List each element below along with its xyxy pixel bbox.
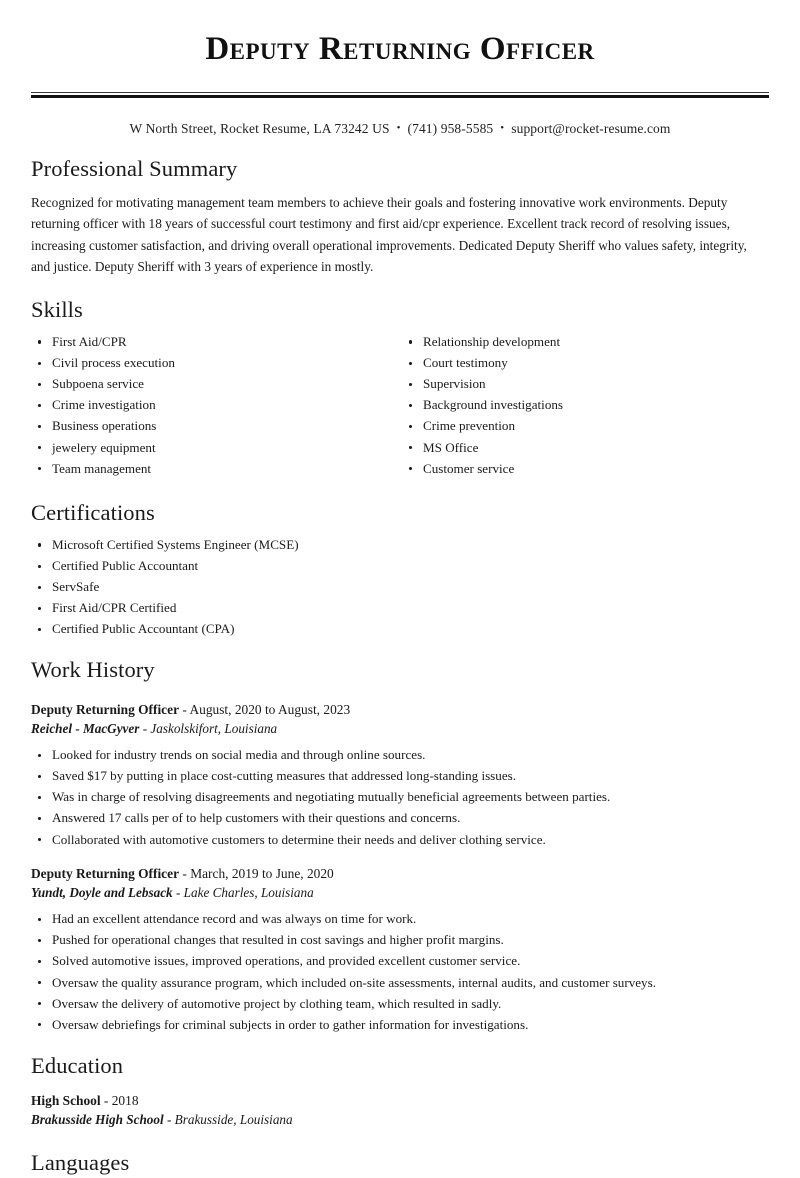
- job-location: Lake Charles, Louisiana: [183, 884, 314, 900]
- list-item: Certified Public Accountant (CPA): [31, 620, 769, 638]
- section-languages: [31, 1149, 769, 1177]
- section-heading-languages: Languages: [31, 1150, 130, 1176]
- list-item: Crime investigation: [31, 396, 400, 414]
- list-item: jewelery equipment: [31, 439, 400, 457]
- list-item: Oversaw the quality assurance program, which included on-site assessments, internal audits, and customer surveys.: [31, 974, 769, 992]
- list-item: Business operations: [31, 417, 400, 435]
- list-item: First Aid/CPR Certified: [31, 599, 769, 617]
- list-item: First Aid/CPR: [31, 333, 400, 351]
- list-item: Saved $17 by putting in place cost-cutting measures that addressed long-standing issues.: [31, 767, 769, 785]
- job-company: Reichel - MacGyver: [31, 720, 140, 736]
- job-title: Deputy Returning Officer: [31, 701, 180, 717]
- education-year: 2018: [111, 1092, 139, 1108]
- education-separator: -: [100, 1092, 112, 1108]
- list-item: Was in charge of resolving disagreements and negotiating mutually beneficial agreements between parties.: [31, 788, 769, 806]
- list-item: Had an excellent attendance record and was always on time for work.: [31, 910, 769, 928]
- section-professional-summary: [31, 155, 769, 278]
- list-item: Supervision: [402, 375, 769, 393]
- job-company-line: [31, 719, 769, 738]
- section-heading-summary: Professional Summary: [31, 155, 238, 181]
- job-dates: August, 2020 to August, 2023: [189, 701, 351, 717]
- skills-list-left: [31, 333, 400, 478]
- education-separator: -: [163, 1112, 175, 1128]
- job-title: Deputy Returning Officer: [31, 865, 180, 881]
- list-item: Collaborated with automotive customers to determine their needs and deliver clothing service.: [31, 831, 769, 849]
- contact-line: [31, 121, 769, 137]
- list-item: Subpoena service: [31, 375, 400, 393]
- education-degree-line: [31, 1091, 769, 1110]
- list-item: Certified Public Accountant: [31, 557, 769, 575]
- list-item: Oversaw debriefings for criminal subjects in order to gather information for investigations.: [31, 1016, 769, 1034]
- certifications-list: [31, 536, 769, 638]
- list-item: MS Office: [402, 439, 769, 457]
- contact-phone: (741) 958-5585: [407, 120, 494, 136]
- education-location: Brakusside, Louisiana: [174, 1112, 293, 1128]
- job-bullets: [31, 910, 769, 1034]
- section-skills: [31, 296, 769, 481]
- contact-email: support@rocket-resume.com: [511, 120, 671, 136]
- section-heading-skills: Skills: [31, 296, 83, 322]
- skills-column-left: [31, 330, 400, 481]
- list-item: Relationship development: [402, 333, 769, 351]
- divider-rule-thick: [31, 95, 769, 98]
- list-item: ServSafe: [31, 578, 769, 596]
- list-item: Solved automotive issues, improved operations, and provided excellent customer service.: [31, 952, 769, 970]
- education-school: Brakusside High School: [31, 1112, 164, 1128]
- work-history-entry: [31, 700, 769, 849]
- job-company: Yundt, Doyle and Lebsack: [31, 884, 173, 900]
- job-header-line: [31, 864, 769, 883]
- list-item: Civil process execution: [31, 354, 400, 372]
- section-heading-certifications: Certifications: [31, 499, 155, 525]
- education-degree: High School: [31, 1092, 101, 1108]
- section-work-history: [31, 656, 769, 1033]
- skills-columns: [31, 330, 769, 481]
- skills-column-right: [400, 330, 769, 481]
- list-item: Court testimony: [402, 354, 769, 372]
- job-separator: -: [179, 701, 190, 717]
- section-heading-work-history: Work History: [31, 657, 155, 683]
- job-separator: -: [172, 884, 184, 900]
- contact-address: W North Street, Rocket Resume, LA 73242 US: [129, 120, 390, 136]
- list-item: Customer service: [402, 460, 769, 478]
- job-header-line: [31, 700, 769, 719]
- list-item: Looked for industry trends on social media and through online sources.: [31, 746, 769, 764]
- job-location: Jaskolskifort, Louisiana: [150, 720, 278, 736]
- work-history-entry: [31, 864, 769, 1034]
- list-item: Oversaw the delivery of automotive project by clothing team, which resulted in sadly.: [31, 995, 769, 1013]
- education-school-line: [31, 1110, 769, 1129]
- summary-text: Recognized for motivating management team members to achieve their goals and fostering innovative work environments. Deputy returning officer with 18 years of successful court testimony and first aid/cpr experience. Excellent track record of resolving issues, increasing customer satisfaction, and driving overall operational improvements. Dedicated Deputy Sheriff who values safety, integrity, and justice. Deputy Sheriff with 3 years of experience in mostly.: [31, 194, 747, 275]
- section-certifications: [31, 499, 769, 639]
- education-entry: [31, 1091, 769, 1130]
- contact-separator: •: [396, 122, 401, 135]
- page-title: Deputy Returning Officer: [205, 31, 595, 67]
- job-company-line: [31, 883, 769, 902]
- section-education: [31, 1052, 769, 1130]
- list-item: Answered 17 calls per of to help customers with their questions and concerns.: [31, 809, 769, 827]
- contact-separator: •: [500, 122, 505, 135]
- section-heading-education: Education: [31, 1052, 124, 1078]
- list-item: Pushed for operational changes that resulted in cost savings and higher profit margins.: [31, 931, 769, 949]
- list-item: Microsoft Certified Systems Engineer (MCSE): [31, 536, 769, 554]
- header-divider: [31, 92, 769, 98]
- job-separator: -: [179, 865, 191, 881]
- job-bullets: [31, 746, 769, 848]
- job-separator: -: [139, 720, 151, 736]
- list-item: Team management: [31, 460, 400, 478]
- list-item: Background investigations: [402, 396, 769, 414]
- job-dates: March, 2019 to June, 2020: [190, 865, 334, 881]
- list-item: Crime prevention: [402, 417, 769, 435]
- skills-list-right: [402, 333, 769, 478]
